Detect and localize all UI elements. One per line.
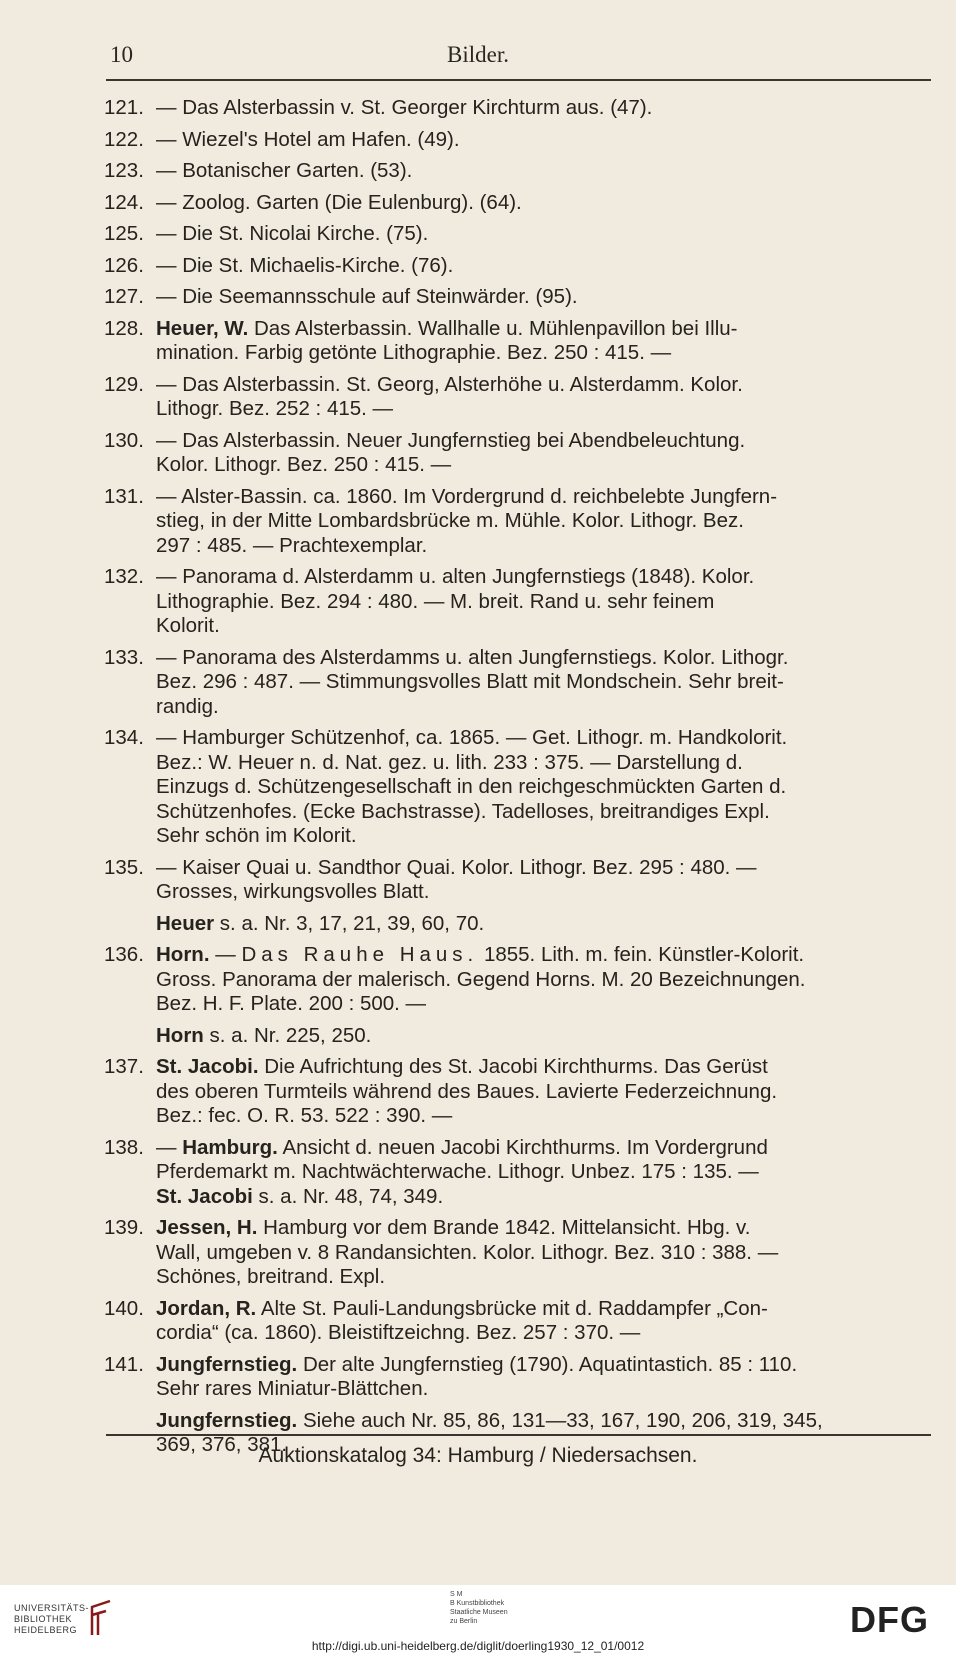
entry-heading: Jungfernstieg. [156,1352,298,1376]
entry-text: Lithographie. Bez. 294 : 480. — M. breit. Rand u. sehr feinem [156,589,715,613]
entry-line [156,1321,932,1346]
entry-line [156,1055,932,1080]
entry-number: 126. [104,253,144,277]
entry-number: 125. [104,222,144,245]
entry-line [156,534,932,559]
entry-text: — Panorama des Alsterdamms u. alten Jungfernstiegs. Kolor. Lithogr. [156,645,789,669]
catalog-entry [104,565,932,639]
entry-text: Sehr schön im Kolorit. [156,824,357,847]
entry-heading: Horn. [156,943,210,966]
catalog-entry [104,1353,932,1402]
catalog-footer-title: Auktionskatalog 34: Hamburg / Niedersachsen. [258,1444,698,1467]
catalog-entry [104,429,932,478]
entry-line [156,128,932,153]
entry-line [156,485,932,510]
entry-text: Bez.: fec. O. R. 53. 522 : 390. — [156,1104,453,1127]
header-rule [106,79,931,81]
entry-line: Bez. H. F. Plate. 200 : 500. — [156,992,427,1015]
uni-logo-line: HEIDELBERG [14,1625,78,1635]
entry-number: 139. [104,1216,144,1239]
entry-number: 141. [104,1352,144,1376]
entry-line [156,341,932,366]
entry-text: s. a. Nr. 48, 74, 349. [252,1184,444,1208]
entry-number: 130. [104,428,144,452]
page-number: 10 [110,42,133,67]
ref-heading: Jungfernstieg. [156,1408,298,1432]
entry-number: 128. [104,316,144,340]
entry-number: 132. [104,565,144,588]
catalog-entry [104,726,932,849]
entry-text: Ansicht d. neuen Jacobi Kirchthurms. Im Vordergrund [277,1135,768,1159]
entry-text: Pferdemarkt m. Nachtwächterwache. Lithogr. Unbez. 175 : 135. — [156,1160,759,1183]
entries-group-a [104,96,932,905]
catalog-entry [104,254,932,279]
catalog-entry [104,159,932,184]
catalog-entry [104,1297,932,1346]
entry-line [156,1353,932,1378]
entry-line [156,590,932,615]
entry-number: 134. [104,726,144,749]
entry-line [156,222,932,247]
entry-line [156,943,932,968]
entry-text: Kolorit. [156,614,220,637]
entry-text: Einzugs d. Schützengesellschaft in den reichgeschmückten Garten d. [156,775,787,798]
entry-line [156,373,932,398]
catalog-entry [104,943,932,1017]
entry-heading: Jordan, R. [156,1296,257,1320]
entry-heading: St. Jacobi. [156,1055,259,1078]
entry-number: 133. [104,645,144,669]
entry-title-spaced: Das Rauhe Haus. [241,943,479,966]
entry-text: Die Aufrichtung des St. Jacobi Kirchthurms. Das Gerüst [258,1055,768,1078]
catalog-entries [104,96,932,1458]
entry-text: Das Alsterbassin. Wallhalle u. Mühlenpavillon bei Illu- [248,316,738,340]
entry-line [156,800,932,825]
ref-line: 369, 376, 381. [156,1433,288,1456]
entry-text: stieg, in der Mitte Lombardsbrücke m. Mühle. Kolor. Lithogr. Bez. [156,509,744,532]
entry-number: 127. [104,285,144,308]
entry-line [156,614,932,639]
entry-text: Schönes, breitrand. Expl. [156,1265,386,1288]
cross-reference-heuer [104,912,932,937]
entry-text: 297 : 485. — Prachtexemplar. [156,533,428,557]
catalog-entry [104,222,932,247]
entry-line [156,397,932,422]
entry-text: Grosses, wirkungsvolles Blatt. [156,880,430,903]
entry-number: 138. [104,1135,144,1159]
entry-number: 124. [104,190,144,214]
entry-line [156,751,932,776]
entry-line [156,453,932,478]
entry-line [156,775,932,800]
entry-line [156,1216,932,1241]
entry-text: — Das Alsterbassin. Neuer Jungfernstieg bei Abendbeleuchtung. [156,428,746,452]
digitization-bar [0,1585,956,1657]
entry-line [156,1104,932,1129]
catalog-entry [104,373,932,422]
ref-heading: Horn [156,1023,204,1047]
entry-line [156,285,932,310]
entry-text: — Botanischer Garten. (53). [156,159,413,182]
entry-number: 121. [104,96,144,119]
entry-text: — Kaiser Quai u. Sandthor Quai. Kolor. Lithogr. Bez. 295 : 480. — [156,855,757,879]
catalog-entry [104,485,932,559]
entry-line [156,429,932,454]
entries-group-b [104,1055,932,1402]
entry-line [156,670,932,695]
entry-heading: Jessen, H. [156,1216,258,1239]
museum-logo-line: Staatliche Museen [450,1609,508,1616]
ref-text: Siehe auch Nr. 85, 86, 131—33, 167, 190, 206, 319, 345, [297,1408,823,1432]
catalog-entry [104,96,932,121]
entry-number: 137. [104,1055,144,1078]
entry-line [156,191,932,216]
museum-logo-line: B Kunstbibliothek [450,1600,505,1607]
entry-text: — Das Alsterbassin. St. Georg, Alsterhöhe u. Alsterdamm. Kolor. [156,372,743,396]
ref-line [156,1409,932,1434]
entry-heading: St. Jacobi [156,1184,253,1208]
entry-line [156,159,932,184]
catalog-entry [104,317,932,366]
entry-text: des oberen Turmteils während des Baues. Lavierte Federzeichnung. [156,1079,778,1103]
entry-line: Gross. Panorama der malerisch. Gegend Horns. M. 20 Bezeichnungen. [156,967,806,991]
entry-line [156,1377,932,1402]
footer-rule [106,1434,931,1436]
entry-number: 129. [104,372,144,396]
entry-line [156,317,932,342]
catalog-entry [104,128,932,153]
entry-line [156,96,932,121]
entry-text: — Die St. Michaelis-Kirche. (76). [156,253,454,277]
entry-line [156,695,932,720]
entry-number: 131. [104,484,144,508]
uni-logo-line: UNIVERSITÄTS- [14,1603,90,1613]
catalog-entry [104,1055,932,1129]
university-library-logo[interactable] [14,1603,89,1636]
ref-text: s. a. Nr. 225, 250. [203,1023,372,1047]
entry-text: Kolor. Lithogr. Bez. 250 : 415. — [156,453,452,476]
entry-line [156,1297,932,1322]
entry-line [156,646,932,671]
university-emblem-icon [88,1597,114,1637]
entry-text: — Alster-Bassin. ca. 1860. Im Vordergrund d. reichbelebte Jungfern- [156,484,778,508]
catalog-entry [104,856,932,905]
museum-logo [450,1590,508,1626]
entry-text: Hamburg vor dem Brande 1842. Mittelansicht. Hbg. v. [257,1216,751,1239]
entry-text: — Die St. Nicolai Kirche. (75). [156,222,429,245]
entry-text: Bez. 296 : 487. — Stimmungsvolles Blatt mit Mondschein. Sehr breit- [156,670,784,693]
entry-number: 136. [104,943,144,966]
uni-logo-line: BIBLIOTHEK [14,1614,73,1624]
ref-heading: Heuer [156,911,215,935]
entry-number: 123. [104,159,144,182]
entry-line [156,1185,932,1210]
entry-text: Alte St. Pauli-Landungsbrücke mit d. Raddampfer „Con- [256,1296,768,1320]
entry-line [156,509,932,534]
entry-line [156,1241,932,1266]
entry-text: Bez.: W. Heuer n. d. Nat. gez. u. lith. 233 : 375. — Darstellung d. [156,750,743,774]
section-title: Bilder. [447,42,509,67]
entry-text: — Hamburger Schützenhof, ca. 1865. — Get. Lithogr. m. Handkolorit. [156,726,788,749]
entry-text: Sehr rares Miniatur-Blättchen. [156,1377,429,1400]
museum-logo-line: S M [450,1591,463,1598]
entry-text: cordia“ (ca. 1860). Bleistiftzeichng. Bez. 257 : 370. — [156,1321,641,1344]
catalog-entry [104,1216,932,1290]
entry-number: 135. [104,855,144,879]
entry-text: — Wiezel's Hotel am Hafen. (49). [156,127,460,151]
entry-text: Lithogr. Bez. 252 : 415. — [156,397,394,420]
entry-text: — Panorama d. Alsterdamm u. alten Jungfernstiegs (1848). Kolor. [156,565,755,588]
entry-line [156,726,932,751]
entry-dash: — [209,943,242,966]
entry-text: Wall, umgeben v. 8 Randansichten. Kolor. Lithogr. Bez. 310 : 388. — [156,1240,779,1264]
entry-line [156,1265,932,1290]
entry-number: 122. [104,127,144,151]
entry-text: — Zoolog. Garten (Die Eulenburg). (64). [156,190,522,214]
catalog-entry [104,1136,932,1210]
entry-line [156,254,932,279]
entry-line [156,565,932,590]
catalog-entry [104,646,932,720]
entry-text: Der alte Jungfernstieg (1790). Aquatintastich. 85 : 110. [297,1352,798,1376]
permalink-url[interactable]: http://digi.ub.uni-heidelberg.de/diglit/doerling1930_12_01/0012 [311,1639,645,1653]
entry-line [156,856,932,881]
entry-text: 1855. Lith. m. fein. Künstler-Kolorit. [478,943,805,966]
entry-text: mination. Farbig getönte Lithographie. Bez. 250 : 415. — [156,341,672,364]
entry-line [156,1080,932,1105]
dfg-logo[interactable]: DFG [850,1599,929,1640]
entry-text: — Die Seemannsschule auf Steinwärder. (95). [156,285,578,308]
catalog-entry [104,285,932,310]
entry-text: Schützenhofes. (Ecke Bachstrasse). Tadelloses, breitrandiges Expl. [156,799,770,823]
museum-logo-line: zu Berlin [450,1618,478,1625]
entry-number: 140. [104,1296,144,1320]
entry-text: randig. [156,694,219,718]
entry-line [156,1136,932,1161]
entry-text: — Das Alsterbassin v. St. Georger Kirchturm aus. (47). [156,96,653,119]
entry-text: — [156,1135,183,1159]
entry-heading: Heuer, W. [156,316,249,340]
entry-line [156,1160,932,1185]
cross-reference-horn [104,1024,932,1049]
entry-line [156,880,932,905]
ref-text: s. a. Nr. 3, 17, 21, 39, 60, 70. [214,911,485,935]
catalog-entry [104,191,932,216]
entry-heading: Hamburg. [182,1135,278,1159]
entry-line [156,824,932,849]
